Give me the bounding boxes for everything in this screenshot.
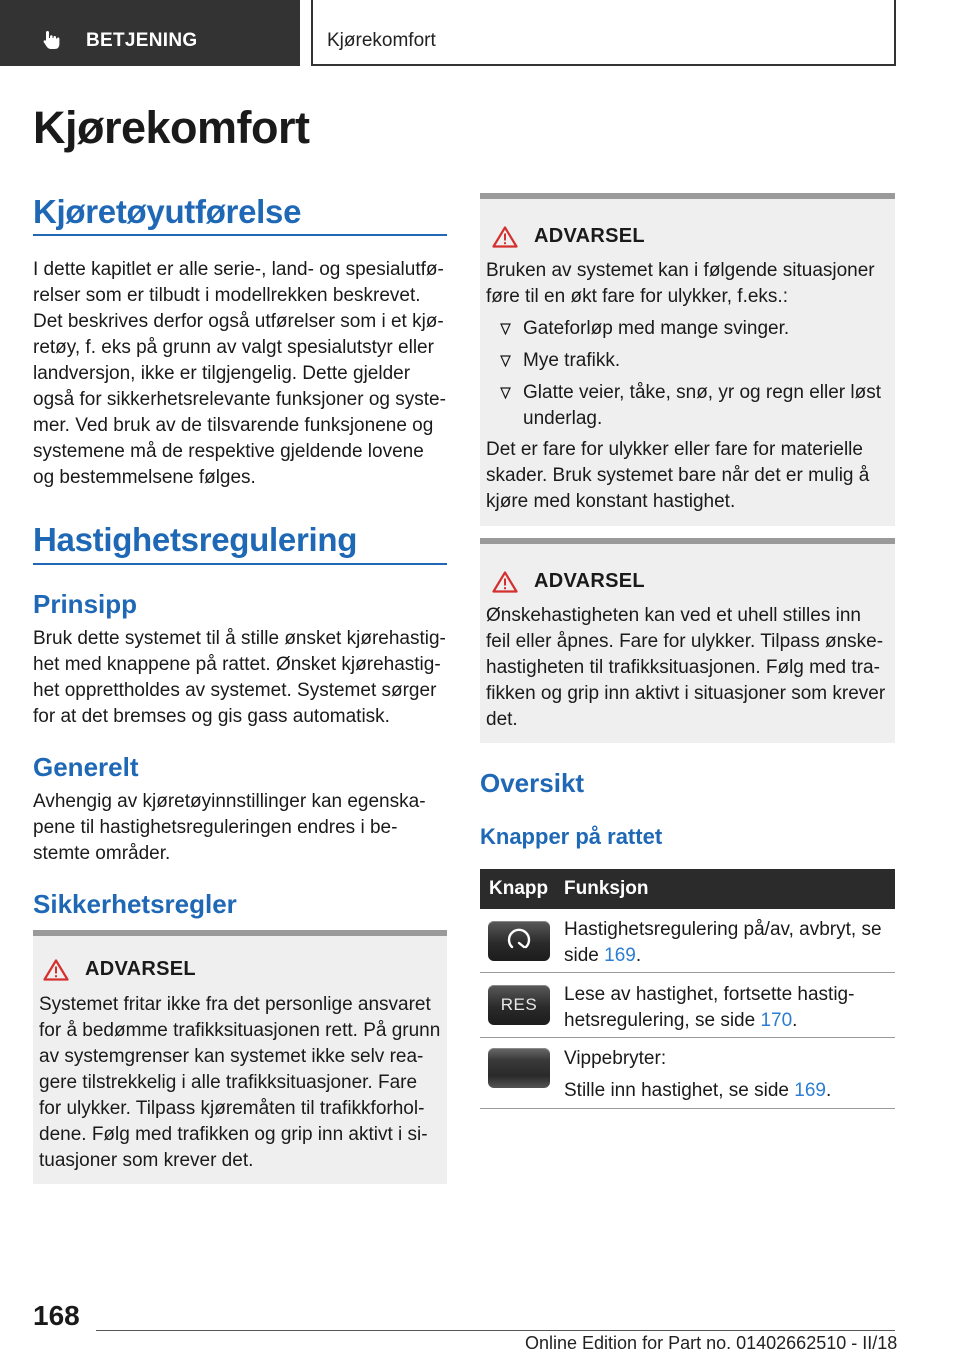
warning-outro	[486, 437, 891, 515]
text-line: stemte områder.	[33, 843, 171, 864]
text-line: Glatte veier, tåke, snø, yr og regn eller løst	[523, 382, 881, 403]
text-line: Lese av hastighet, fortsette hastig-	[564, 984, 855, 1005]
row-text	[564, 917, 890, 969]
general-text	[33, 789, 453, 867]
principle-text	[33, 626, 453, 730]
row-text	[564, 982, 890, 1034]
text-line: Hastighetsregulering på/av, avbryt, se	[564, 919, 882, 940]
text-fragment: .	[825, 1080, 832, 1101]
column-header-button: Knapp	[489, 878, 549, 899]
warning-box	[480, 538, 895, 743]
text-line: Systemet fritar ikke fra det personlige ansvaret	[39, 994, 431, 1015]
res-button-icon	[488, 985, 550, 1025]
text-line: dene. Følg med trafikken og grip inn aktivt i si-	[39, 1124, 428, 1145]
heading-overview: Oversikt	[480, 768, 585, 798]
bullet-triangle-icon	[500, 387, 511, 399]
page-title: Kjørekomfort	[33, 102, 310, 153]
text-line: kjøre med konstant hastighet.	[486, 491, 736, 512]
text-line: føre til en økt fare for ulykker, f.eks.:	[486, 286, 788, 307]
chapter-header	[311, 0, 896, 66]
text-line: det.	[486, 709, 518, 730]
heading-steering-buttons: Knapper på rattet	[480, 824, 663, 849]
bullet-list	[486, 316, 891, 438]
page-number: 168	[33, 1300, 80, 1331]
speed-control-on-off-icon	[488, 921, 550, 961]
text-line	[564, 1008, 890, 1034]
rocker-switch-icon	[488, 1048, 550, 1088]
text-line	[564, 943, 890, 969]
list-item	[486, 316, 891, 342]
warning-header	[43, 958, 196, 981]
res-label: RES	[500, 995, 538, 1014]
heading-safety-rules: Sikkerhetsregler	[33, 889, 237, 919]
warning-box	[33, 930, 447, 1184]
text-fragment: Stille inn hastighet, se side	[564, 1080, 795, 1101]
heading-speed-control: Hastighetsregulering	[33, 521, 358, 558]
column-header-function: Funksjon	[564, 878, 649, 899]
text-line: Det beskrives derfor også utførelser som i et kjø-	[33, 311, 444, 332]
warning-triangle-icon	[43, 959, 69, 981]
table-row	[480, 909, 895, 973]
hand-icon	[40, 28, 64, 52]
table-header	[480, 869, 895, 909]
text-line: Bruken av systemet kan i følgende situasjoner	[486, 260, 875, 281]
heading-rule	[33, 234, 447, 236]
heading-vehicle-version: Kjøretøyutførelse	[33, 193, 302, 230]
text-line: og bestemmelsene følges.	[33, 467, 256, 488]
text-line: pene til hastighetsreguleringen endres i be-	[33, 817, 398, 838]
footer-rule	[96, 1330, 895, 1331]
text-line: Bruk dette systemet til å stille ønsket kjørehastig-	[33, 628, 446, 649]
text-line: Gateforløp med mange svinger.	[523, 318, 790, 339]
text-fragment: side	[564, 945, 605, 966]
text-line: Det er fare for ulykker eller fare for materielle	[486, 439, 863, 460]
text-line: hastigheten til trafikksituasjonen. Følg med tra-	[486, 657, 880, 678]
list-item	[486, 348, 891, 374]
text-line: Mye trafikk.	[523, 350, 621, 371]
vehicle-version-text	[33, 257, 453, 491]
text-line: for ulykker. Tilpass kjøremåten til trafikkforhol-	[39, 1098, 425, 1119]
text-line: Avhengig av kjøretøyinnstillinger kan egenska-	[33, 791, 426, 812]
text-line: Vippebryter:	[564, 1048, 667, 1069]
warning-box	[480, 193, 895, 526]
heading-general: Generelt	[33, 752, 139, 782]
text-fragment: .	[635, 945, 642, 966]
bullet-triangle-icon	[500, 323, 511, 335]
text-line: het med knappene på rattet. Ønsket kjørehastig-	[33, 654, 441, 675]
text-line: retøy, f. eks på grunn av valgt spesialutstyr eller	[33, 337, 434, 358]
warning-title: ADVARSEL	[534, 570, 645, 592]
text-line: gere tilstrekkelig i alle trafikksituasjoner. Fare	[39, 1072, 418, 1093]
warning-text	[39, 992, 444, 1174]
text-line: for at det bremses og gis gass automatisk.	[33, 706, 390, 727]
text-line: fikken og grip inn aktivt i situasjoner som krever	[486, 683, 886, 704]
section-tab	[0, 0, 300, 66]
warning-triangle-icon	[492, 571, 518, 593]
warning-title: ADVARSEL	[85, 958, 196, 980]
buttons-table	[480, 869, 895, 1109]
heading-rule	[33, 563, 447, 565]
text-line: underlag.	[523, 408, 603, 429]
table-row	[480, 1038, 895, 1109]
speedometer-icon	[488, 921, 550, 961]
page-link[interactable]: 169	[604, 945, 636, 966]
text-fragment: .	[792, 1010, 798, 1031]
text-line: systemene må de respektive gjeldende lovene	[33, 441, 424, 462]
warning-triangle-icon	[492, 226, 518, 248]
text-line: het opprettholdes av systemet. Systemet sørger	[33, 680, 437, 701]
text-line: I dette kapitlet er alle serie-, land- og spesialutfø-	[33, 259, 444, 280]
text-line: av systemgrenser kan systemet ikke selv rea-	[39, 1046, 424, 1067]
text-line: for å bedømme trafikksituasjonen rett. På grunn	[39, 1020, 441, 1041]
warning-header	[492, 570, 645, 593]
page-link[interactable]: 169	[794, 1080, 826, 1101]
text-line: feil eller åpnes. Fare for ulykker. Tilpass ønske-	[486, 631, 884, 652]
page-link[interactable]: 170	[760, 1010, 793, 1031]
chapter-label: Kjørekomfort	[327, 30, 436, 51]
text-line	[564, 1078, 890, 1104]
footer-edition: Online Edition for Part no. 01402662510 - II/18	[525, 1333, 898, 1353]
text-line: skader. Bruk systemet bare når det er mulig å	[486, 465, 870, 486]
text-line: mer. Ved bruk av de tilsvarende funksjonene og	[33, 415, 434, 436]
section-label: BETJENING	[86, 30, 198, 51]
table-row	[480, 973, 895, 1038]
text-line: landversjon, ikke er tilgjengelig. Dette gjelder	[33, 363, 411, 384]
warning-intro	[486, 258, 891, 310]
heading-principle: Prinsipp	[33, 589, 138, 619]
text-line: Ønskehastigheten kan ved et uhell stilles inn	[486, 605, 861, 626]
text-line: relser som er tilbudt i modellrekken beskrevet.	[33, 285, 421, 306]
list-item	[486, 380, 891, 432]
row-text	[564, 1046, 890, 1104]
text-fragment: hetsregulering, se side	[564, 1010, 761, 1031]
warning-header	[492, 225, 645, 248]
bullet-triangle-icon	[500, 355, 511, 367]
text-line: tuasjoner som krever det.	[39, 1150, 254, 1171]
warning-text	[486, 603, 891, 733]
text-line: også for sikkerhetsrelevante funksjoner og syste-	[33, 389, 446, 410]
warning-title: ADVARSEL	[534, 225, 645, 247]
